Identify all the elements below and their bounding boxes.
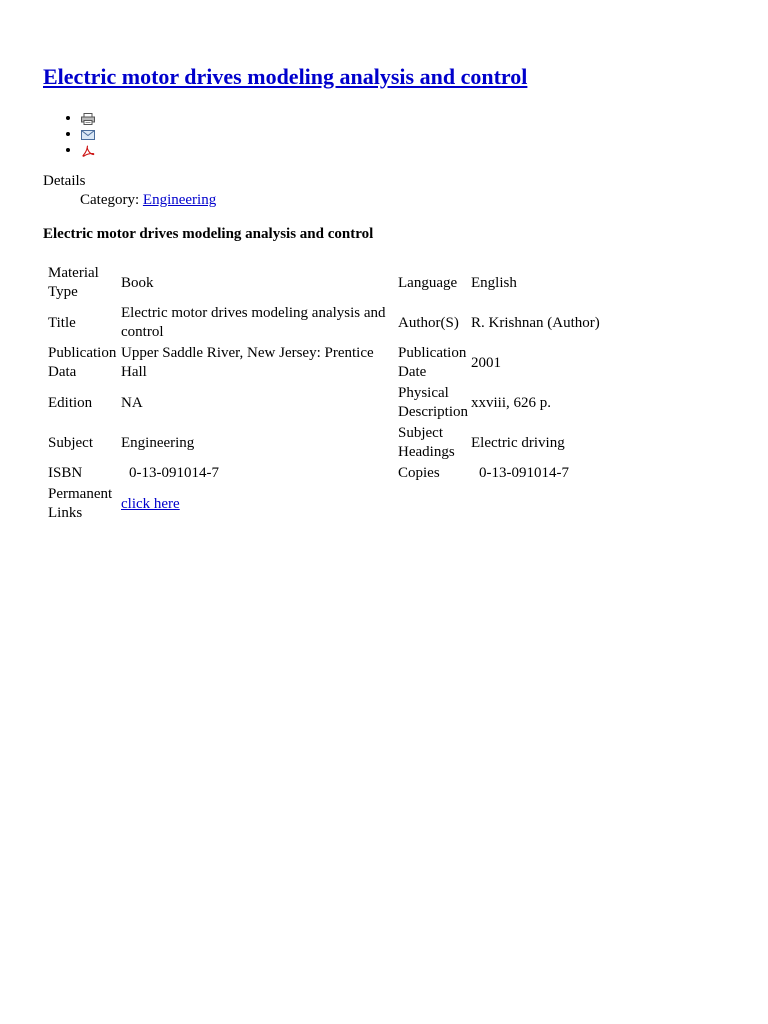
record-heading: Electric motor drives modeling analysis and control bbox=[43, 226, 374, 242]
field-value-edition: NA bbox=[121, 394, 143, 411]
print-icon[interactable] bbox=[81, 113, 95, 125]
category-line bbox=[80, 191, 216, 210]
page-title bbox=[43, 62, 527, 92]
field-value-subject-headings: Electric driving bbox=[471, 434, 565, 451]
field-value-language: English bbox=[471, 274, 517, 291]
field-value-physical-description: xxviii, 626 p. bbox=[471, 394, 552, 411]
permanent-link[interactable]: click here bbox=[121, 495, 180, 512]
pdf-action[interactable] bbox=[81, 142, 95, 158]
table-row bbox=[48, 264, 639, 302]
field-label-title: Title bbox=[48, 314, 76, 331]
field-value-title: Electric motor drives modeling analysis and control bbox=[121, 305, 386, 340]
field-value-permanent-links bbox=[121, 485, 395, 523]
title-link[interactable]: Electric motor drives modeling analysis and control bbox=[43, 64, 528, 89]
field-label-physical-description: Physical Description bbox=[398, 385, 468, 420]
table-row bbox=[48, 344, 639, 382]
field-label-isbn: ISBN bbox=[48, 465, 83, 481]
field-label-copies: Copies bbox=[398, 465, 440, 481]
field-value-publication-date: 2001 bbox=[471, 354, 501, 371]
field-value-publication-data: Upper Saddle River, New Jersey: Prentice Hall bbox=[121, 345, 374, 380]
category-label: Category: bbox=[80, 192, 140, 208]
pdf-icon[interactable] bbox=[81, 145, 95, 157]
field-value-subject: Engineering bbox=[121, 434, 195, 451]
empty-cell bbox=[471, 485, 639, 523]
table-row bbox=[48, 304, 639, 342]
table-row bbox=[48, 384, 639, 422]
field-label-publication-data: Publication Data bbox=[48, 345, 117, 380]
email-action[interactable] bbox=[81, 126, 95, 142]
table-row bbox=[48, 424, 639, 462]
field-label-permanent-links: Permanent Links bbox=[48, 486, 113, 521]
field-label-material-type: Material Type bbox=[48, 265, 99, 300]
details-label: Details bbox=[43, 173, 86, 189]
table-row bbox=[48, 464, 639, 483]
field-label-edition: Edition bbox=[48, 394, 93, 411]
field-label-authors: Author(S) bbox=[398, 314, 459, 331]
field-value-copies: 0-13-091014-7 bbox=[479, 465, 569, 481]
article-actions bbox=[43, 110, 95, 158]
field-value-material-type: Book bbox=[121, 274, 154, 291]
field-value-isbn: 0-13-091014-7 bbox=[129, 465, 219, 481]
print-action[interactable] bbox=[81, 110, 95, 126]
field-label-subject: Subject bbox=[48, 434, 93, 451]
field-label-publication-date: Publication Date bbox=[398, 345, 467, 380]
empty-cell bbox=[398, 485, 468, 523]
table-row bbox=[48, 485, 639, 523]
field-label-language: Language bbox=[398, 274, 458, 291]
field-value-authors: R. Krishnan (Author) bbox=[471, 314, 600, 331]
field-label-subject-headings: Subject Headings bbox=[398, 425, 455, 460]
category-link[interactable]: Engineering bbox=[142, 192, 217, 208]
email-icon[interactable] bbox=[81, 129, 95, 141]
record-table bbox=[45, 262, 642, 525]
